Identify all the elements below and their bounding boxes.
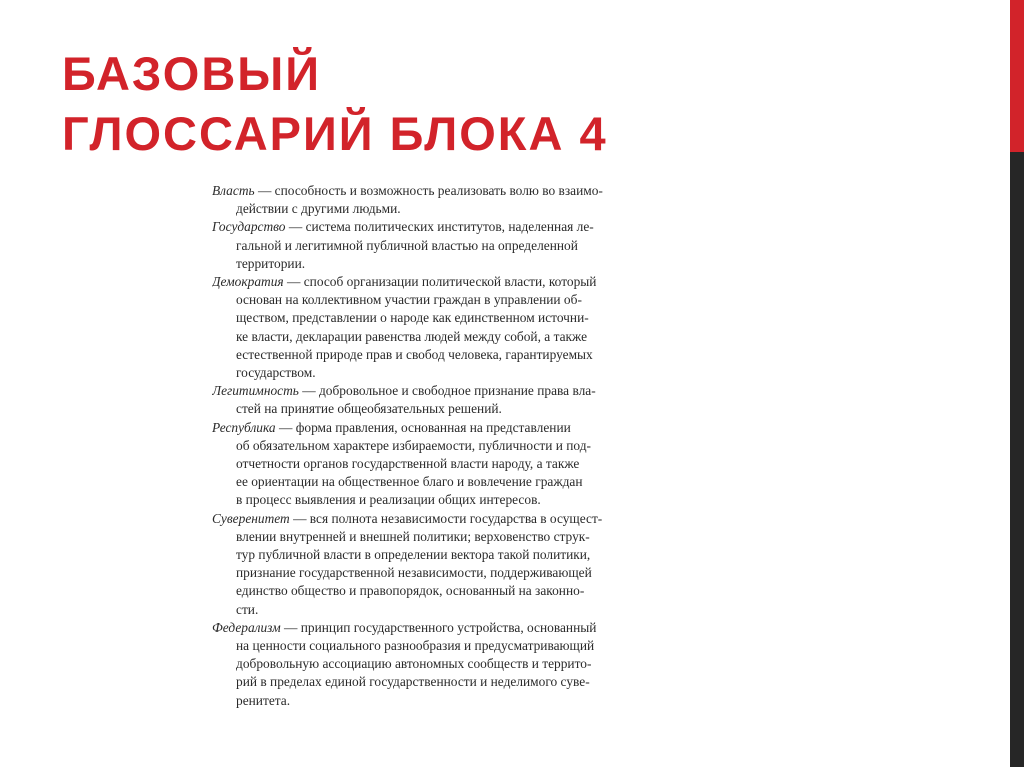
glossary-line: действии с другими людьми.	[236, 201, 401, 217]
glossary-entry	[212, 273, 668, 382]
accent-bar-dark	[1010, 152, 1024, 767]
glossary-line: об обязательном характере избираемости, публичности и под-	[236, 437, 591, 453]
glossary-term: Федерализм	[212, 619, 281, 635]
glossary-text	[212, 182, 668, 710]
glossary-entry	[212, 382, 668, 418]
glossary-line: влении внутренней и внешней политики; верховенство струк-	[236, 528, 590, 544]
slide-title	[62, 44, 962, 164]
glossary-line: признание государственной независимости, поддерживающей	[236, 565, 592, 581]
glossary-line: государством.	[236, 365, 316, 381]
glossary-definition-line: — система политических институтов, наделенная ле-	[285, 219, 594, 235]
glossary-line: на ценности социального разнообразия и предусматривающий	[236, 638, 595, 654]
glossary-line: тур публичной власти в определении вектора такой политики,	[236, 547, 591, 563]
glossary-line: ке власти, декларации равенства людей между собой, а также	[236, 328, 588, 344]
glossary-entry	[212, 619, 668, 710]
accent-bar-red	[1010, 0, 1024, 152]
glossary-line: стей на принятие общеобязательных решений.	[236, 401, 502, 417]
glossary-term: Власть	[212, 183, 255, 198]
glossary-line	[212, 419, 668, 437]
glossary-line: естественной природе прав и свобод человека, гарантируемых	[236, 346, 593, 362]
glossary-term: Легитимность	[212, 383, 299, 399]
glossary-definition-line: — форма правления, основанная на представлении	[275, 419, 571, 435]
glossary-term: Суверенитет	[212, 510, 290, 526]
glossary-line	[212, 510, 668, 528]
glossary-line: рий в пределах единой государственности и неделимого суве-	[236, 674, 590, 690]
glossary-entry	[212, 510, 668, 619]
glossary-definition-line: — способ организации политической власти, который	[283, 274, 597, 290]
glossary-line: сти.	[236, 601, 259, 617]
glossary-term: Республика	[212, 419, 276, 435]
glossary-definition-line: — способность и возможность реализовать волю во взаимо-	[254, 183, 603, 198]
glossary-definition-line: — вся полнота независимости государства в осущест-	[289, 510, 603, 526]
glossary-entry	[212, 182, 668, 218]
glossary-entry	[212, 218, 668, 273]
glossary-line: отчетности органов государственной власти народу, а также	[236, 456, 580, 472]
glossary-definition-line: — принцип государственного устройства, основанный	[280, 619, 597, 635]
glossary-term: Демократия	[212, 274, 284, 290]
glossary-line: основан на коллективном участии граждан в управлении об-	[236, 292, 582, 308]
glossary-line: в процесс выявления и реализации общих интересов.	[236, 492, 541, 508]
glossary-line: единство общество и правопорядок, основанный на законно-	[236, 583, 585, 599]
glossary-line: гальной и легитимной публичной властью на определенной	[236, 237, 578, 253]
glossary-line: ее ориентации на общественное благо и вовлечение граждан	[236, 474, 583, 490]
glossary-entry	[212, 419, 668, 510]
glossary-line: территории.	[236, 255, 306, 271]
glossary-definition-line: — добровольное и свободное признание права вла-	[298, 383, 596, 399]
glossary-term: Государство	[212, 219, 286, 235]
glossary-line	[212, 218, 668, 236]
glossary-line	[212, 182, 668, 200]
glossary-line: добровольную ассоциацию автономных сообществ и террито-	[236, 656, 592, 672]
glossary-line	[212, 619, 668, 637]
glossary-line	[212, 382, 668, 400]
slide-title-line-2: ГЛОССАРИЙ БЛОКА 4	[62, 107, 608, 160]
glossary-line: ренитета.	[236, 692, 291, 708]
glossary-line: ществом, представлении о народе как единственном источни-	[236, 310, 589, 326]
glossary-line	[212, 273, 668, 291]
slide-title-line-1: БАЗОВЫЙ	[62, 47, 322, 100]
